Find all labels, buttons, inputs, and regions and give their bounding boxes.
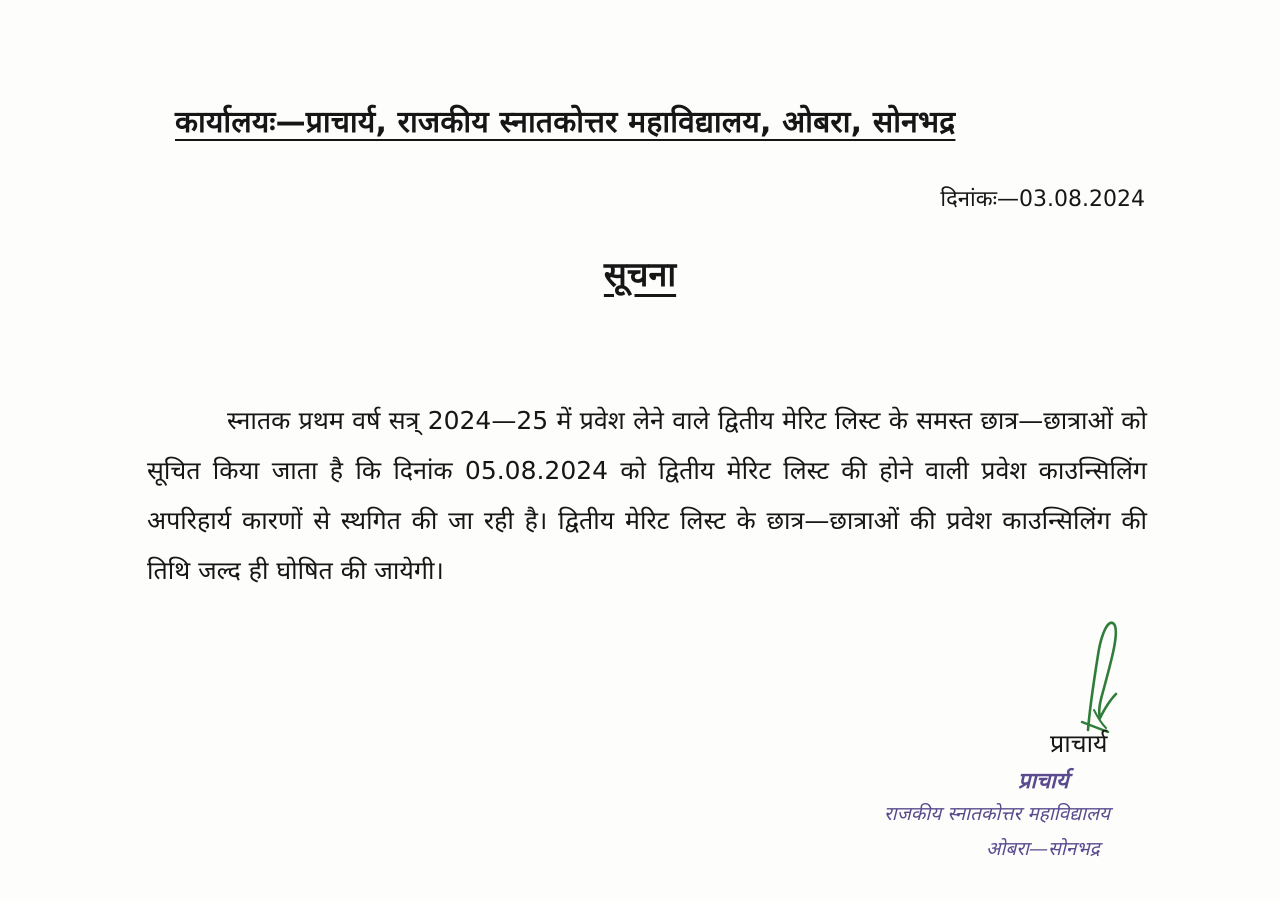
signature-icon — [1050, 610, 1150, 740]
notice-title: सूचना — [603, 255, 677, 295]
stamp-college: राजकीय स्नातकोत्तर महाविद्यालय — [884, 803, 1111, 825]
notice-date: दिनांकः—03.08.2024 — [940, 187, 1145, 212]
designation-label: प्राचार्य — [1050, 729, 1108, 758]
stamp-place: ओबरा—सोनभद्र — [986, 838, 1100, 860]
notice-body: स्नातक प्रथम वर्ष सत्र् 2024—25 में प्रवेश लेने वाले द्वितीय मेरिट लिस्ट के समस्त छात्र—छात्राओं को सूचित किया जाता है कि दिनांक 05.08.2024 को द्वितीय मेरिट लिस्ट की होने वाली प्रवेश काउन्सिलिंग अपरिहार्य कारणों से स्थगित की जा रही है। द्वितीय मेरिट लिस्ट के छात्र—छात्राओं की प्रवेश काउन्सिलिंग की तिथि जल्द ही घोषित की जायेगी। — [147, 406, 1147, 585]
stamp-title: प्राचार्य — [1018, 768, 1069, 794]
office-header: कार्यालयः—प्राचार्य, राजकीय स्नातकोत्तर महाविद्यालय, ओबरा, सोनभद्र — [175, 105, 956, 140]
